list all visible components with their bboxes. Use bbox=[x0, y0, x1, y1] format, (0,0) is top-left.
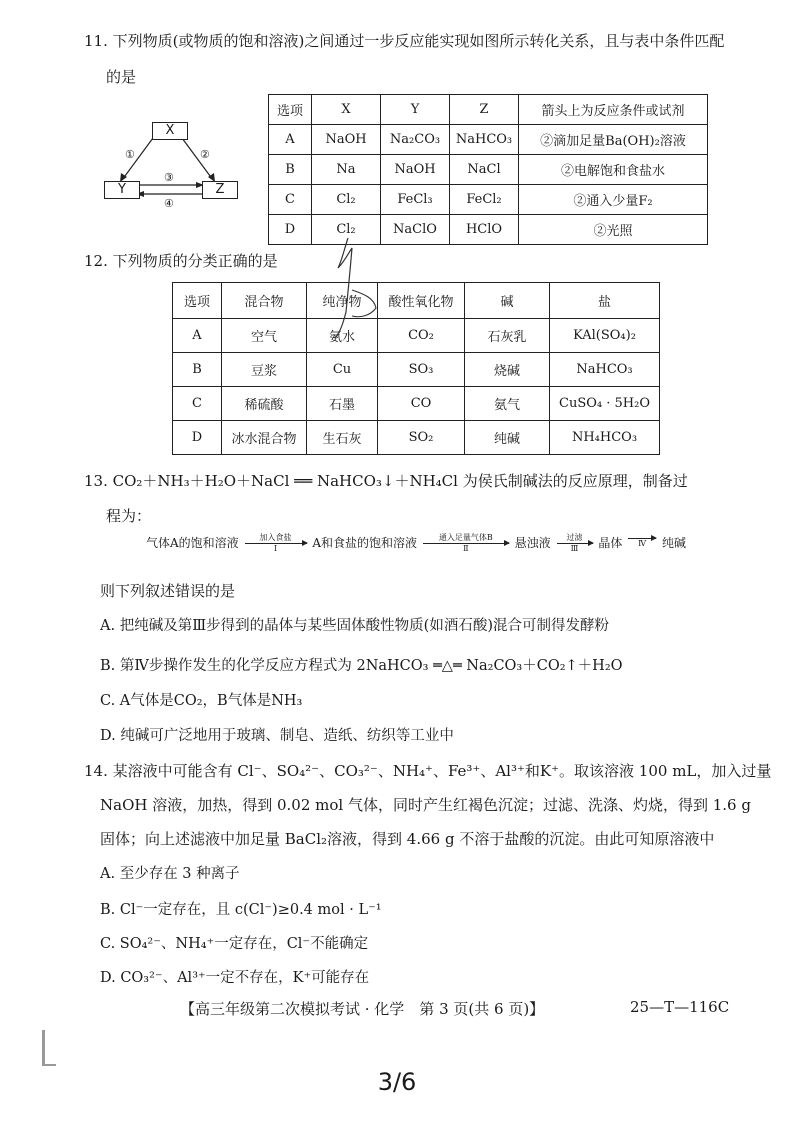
th-salt: 盐 bbox=[550, 283, 660, 319]
cell: ②电解饱和食盐水 bbox=[519, 155, 708, 185]
cell: NaOH bbox=[312, 125, 381, 155]
footer-code: 25—T—116C bbox=[630, 998, 730, 1016]
arrow-3-condition: 过滤 bbox=[566, 533, 583, 542]
table-row bbox=[269, 125, 708, 155]
table-row bbox=[173, 387, 660, 421]
cell: C bbox=[269, 185, 312, 215]
arrow-right-icon bbox=[245, 543, 307, 544]
cell: FeCl₂ bbox=[450, 185, 519, 215]
q13-ask: 则下列叙述错误的是 bbox=[100, 582, 236, 600]
q11-diagram bbox=[100, 118, 250, 218]
node-z: Z bbox=[202, 181, 238, 199]
label-4: ④ bbox=[164, 197, 174, 210]
cell: B bbox=[173, 353, 222, 387]
table-row bbox=[269, 185, 708, 215]
cell: D bbox=[269, 215, 312, 245]
flow-arrow-1 bbox=[245, 533, 307, 554]
arrow-3-step: Ⅲ bbox=[570, 544, 579, 553]
cell: NaClO bbox=[381, 215, 450, 245]
q14-option-b: B. Cl⁻一定存在，且 c(Cl⁻)≥0.4 mol · L⁻¹ bbox=[100, 902, 382, 918]
flow-arrow-3 bbox=[557, 533, 593, 554]
handwritten-mark bbox=[318, 232, 388, 342]
cell: 空气 bbox=[222, 319, 307, 353]
th-mixture: 混合物 bbox=[222, 283, 307, 319]
cell: NH₄HCO₃ bbox=[550, 421, 660, 455]
arrow-2-condition: 通入足量气体B bbox=[438, 533, 493, 542]
cell: NaOH bbox=[381, 155, 450, 185]
th-base: 碱 bbox=[465, 283, 550, 319]
th-x: X bbox=[312, 95, 381, 125]
flow-arrow-2 bbox=[423, 533, 509, 554]
q13-option-b: B. 第Ⅳ步操作发生的化学反应方程式为 2NaHCO₃ ═△═ Na₂CO₃＋CO₂↑＋H₂O bbox=[100, 658, 623, 674]
q14-option-a: A. 至少存在 3 种离子 bbox=[100, 866, 240, 882]
arrow-right-icon bbox=[557, 543, 593, 544]
th-z: Z bbox=[450, 95, 519, 125]
cell: B bbox=[269, 155, 312, 185]
cell: CuSO₄ · 5H₂O bbox=[550, 387, 660, 421]
q14-option-c: C. SO₄²⁻、NH₄⁺一定存在，Cl⁻不能确定 bbox=[100, 936, 369, 952]
flow-step-5: 纯碱 bbox=[662, 536, 687, 550]
arrow-right-icon bbox=[628, 538, 656, 539]
arrow-right-icon bbox=[423, 543, 509, 544]
table-row bbox=[173, 319, 660, 353]
cell: Cl₂ bbox=[312, 215, 381, 245]
table-row bbox=[269, 155, 708, 185]
cell: 冰水混合物 bbox=[222, 421, 307, 455]
cell: ②通入少量F₂ bbox=[519, 185, 708, 215]
cell: NaHCO₃ bbox=[450, 125, 519, 155]
q13-process-flow bbox=[146, 533, 686, 554]
cell: 石灰乳 bbox=[465, 319, 550, 353]
label-2: ② bbox=[200, 148, 210, 161]
q14-stem-line2: NaOH 溶液，加热，得到 0.02 mol 气体，同时产生红褐色沉淀；过滤、洗涤、灼烧，得到 1.6 g bbox=[100, 796, 751, 814]
flow-step-3: 悬浊液 bbox=[514, 536, 551, 550]
table-row bbox=[173, 421, 660, 455]
cell: 豆浆 bbox=[222, 353, 307, 387]
label-3: ③ bbox=[164, 171, 174, 184]
cell: 氨水 bbox=[307, 319, 378, 353]
cell: HClO bbox=[450, 215, 519, 245]
cell: 烧碱 bbox=[465, 353, 550, 387]
node-x: X bbox=[152, 122, 188, 140]
flow-arrow-4 bbox=[628, 538, 656, 549]
q13-stem-line1: 13. CO₂＋NH₃＋H₂O＋NaCl ══ NaHCO₃↓＋NH₄Cl 为侯氏制碱法的反应原理，制备过 bbox=[84, 472, 688, 490]
scan-artifact bbox=[42, 1064, 56, 1066]
cell: Cu bbox=[307, 353, 378, 387]
q14-stem-line3: 固体；向上述滤液中加足量 BaCl₂溶液，得到 4.66 g 不溶于盐酸的沉淀。由此可知原溶液中 bbox=[100, 830, 715, 848]
flow-step-1: 气体A的饱和溶液 bbox=[146, 536, 239, 550]
cell: SO₂ bbox=[378, 421, 465, 455]
table-header-row bbox=[173, 283, 660, 319]
cell: KAl(SO₄)₂ bbox=[550, 319, 660, 353]
th-acidic-oxide: 酸性氧化物 bbox=[378, 283, 465, 319]
table-header-row bbox=[269, 95, 708, 125]
arrow-1-step: Ⅰ bbox=[273, 544, 278, 553]
q13-stem-line2: 程为： bbox=[106, 507, 152, 525]
cell: 生石灰 bbox=[307, 421, 378, 455]
th-y: Y bbox=[381, 95, 450, 125]
node-y: Y bbox=[104, 181, 140, 199]
cell: Cl₂ bbox=[312, 185, 381, 215]
cell: 氨气 bbox=[465, 387, 550, 421]
q13-option-a: A. 把纯碱及第Ⅲ步得到的晶体与某些固体酸性物质(如酒石酸)混合可制得发酵粉 bbox=[100, 618, 609, 634]
table-row bbox=[173, 353, 660, 387]
q11-stem-line2: 的是 bbox=[106, 68, 137, 86]
q14-option-d: D. CO₃²⁻、Al³⁺一定不存在，K⁺可能存在 bbox=[100, 970, 370, 986]
q13-option-d: D. 纯碱可广泛地用于玻璃、制皂、造纸、纺织等工业中 bbox=[100, 728, 454, 744]
th-option: 选项 bbox=[269, 95, 312, 125]
q14-stem-line1: 14. 某溶液中可能含有 Cl⁻、SO₄²⁻、CO₃²⁻、NH₄⁺、Fe³⁺、Al³⁺和K⁺。取该溶液 100 mL，加入过量 bbox=[84, 762, 772, 780]
cell: FeCl₃ bbox=[381, 185, 450, 215]
th-condition: 箭头上为反应条件或试剂 bbox=[519, 95, 708, 125]
flow-step-4: 晶体 bbox=[598, 536, 623, 550]
cell: NaHCO₃ bbox=[550, 353, 660, 387]
label-1: ① bbox=[125, 148, 135, 161]
cell: SO₃ bbox=[378, 353, 465, 387]
cell: 石墨 bbox=[307, 387, 378, 421]
arrow-4-step: Ⅳ bbox=[638, 539, 647, 548]
cell: CO₂ bbox=[378, 319, 465, 353]
scan-artifact bbox=[42, 1030, 45, 1066]
flow-step-2: A和食盐的饱和溶液 bbox=[312, 536, 417, 550]
q11-table bbox=[268, 94, 708, 245]
cell: CO bbox=[378, 387, 465, 421]
arrow-2-step: Ⅱ bbox=[463, 544, 469, 553]
arrow-1-condition: 加入食盐 bbox=[259, 533, 292, 542]
q13-option-c: C. A气体是CO₂，B气体是NH₃ bbox=[100, 693, 303, 709]
cell: C bbox=[173, 387, 222, 421]
cell: 稀硫酸 bbox=[222, 387, 307, 421]
cell: Na bbox=[312, 155, 381, 185]
th-option: 选项 bbox=[173, 283, 222, 319]
q11-stem-line1: 11. 下列物质(或物质的饱和溶液)之间通过一步反应能实现如图所示转化关系，且与表中条件匹配 bbox=[84, 32, 725, 50]
cell: ②滴加足量Ba(OH)₂溶液 bbox=[519, 125, 708, 155]
q12-table bbox=[172, 282, 660, 455]
page-indicator: 3/6 bbox=[377, 1068, 417, 1096]
th-pure: 纯净物 bbox=[307, 283, 378, 319]
cell: NaCl bbox=[450, 155, 519, 185]
cell: D bbox=[173, 421, 222, 455]
cell: A bbox=[173, 319, 222, 353]
cell: 纯碱 bbox=[465, 421, 550, 455]
footer-title: 【高三年级第二次模拟考试 · 化学 第 3 页(共 6 页)】 bbox=[180, 1000, 545, 1018]
cell: Na₂CO₃ bbox=[381, 125, 450, 155]
q12-stem: 12. 下列物质的分类正确的是 bbox=[84, 252, 278, 270]
cell: ②光照 bbox=[519, 215, 708, 245]
cell: A bbox=[269, 125, 312, 155]
